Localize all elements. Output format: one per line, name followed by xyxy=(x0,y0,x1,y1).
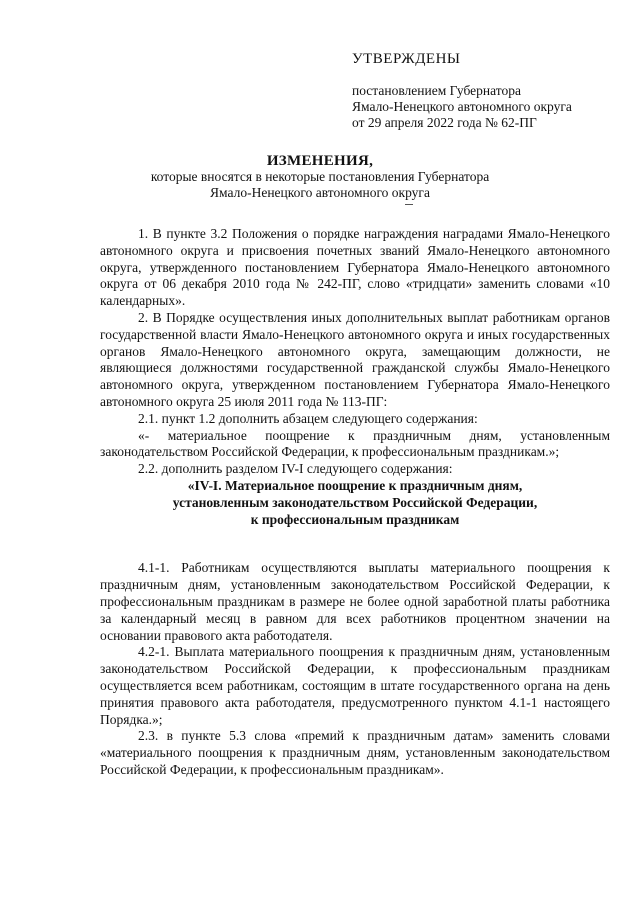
section-heading-line-3: к профессиональным праздникам xyxy=(250,511,460,527)
paragraph-1: 1. В пункте 3.2 Положения о порядке награждения наградами Ямало-Ненецкого автономного округа и присвоения почетных званий Ямало-Ненецкого автономного округа, утвержденного постановлением Губернатора Ямало-Ненецкого автономного округа от 06 декабря 2010 года № 242-ПГ, слово «тридцати» заменить словами «10 календарных». xyxy=(100,226,610,309)
document-title: ИЗМЕНЕНИЯ, xyxy=(266,153,374,169)
paragraph-2-2: 2.2. дополнить разделом IV-I следующего содержания: xyxy=(138,461,453,477)
approval-label: УТВЕРЖДЕНЫ xyxy=(352,51,461,67)
paragraph-2: 2. В Порядке осуществления иных дополнительных выплат работникам органов государственной власти Ямало-Ненецкого автономного округа и иных государственных органов Ямало-Ненецкого автономного округа, замещающим должности, не являющиеся должностями государственной гражданской службы Ямало-Ненецкого автономного округа, утвержденном постановлением Губернатора Ямало-Ненецкого автономного округа 25 июля 2011 года № 113-ПГ: xyxy=(100,309,610,409)
subtitle-line-2: Ямало-Ненецкого автономного округа xyxy=(210,185,430,200)
approval-line-2: Ямало-Ненецкого автономного округа xyxy=(352,99,572,114)
paragraph-4-1-1: 4.1-1. Работникам осуществляются выплаты материального поощрения к праздничным дням, установленным законодательством Российской Федерации, к профессиональным праздникам в размере не более одной заработной платы работника за календарный месяц в равном для всех работников процентном значении на основании правового акта работодателя. xyxy=(100,560,610,643)
section-heading-line-1: «IV-I. Материальное поощрение к праздничным дням, xyxy=(187,477,523,493)
subtitle-line-1: которые вносятся в некоторые постановления Губернатора xyxy=(150,169,490,184)
paragraph-2-3: 2.3. в пункте 5.3 слова «премий к праздничным датам» заменить словами «материального поощрения к праздничным дням, установленным законодательством Российской Федерации, к профессиональным праздникам». xyxy=(100,728,610,777)
approval-line-3: от 29 апреля 2022 года № 62-ПГ xyxy=(352,115,537,130)
paragraph-2-1: 2.1. пункт 1.2 дополнить абзацем следующего содержания: xyxy=(138,410,478,426)
section-heading-line-2: установленным законодательством Российской Федерации, xyxy=(172,494,538,510)
section-gap xyxy=(100,528,610,560)
document-body xyxy=(100,226,610,779)
section-heading xyxy=(100,478,610,528)
document-subtitle xyxy=(0,169,640,201)
approval-line-1: постановлением Губернатора xyxy=(352,83,521,98)
paragraph-4-2-1: 4.2-1. Выплата материального поощрения к праздничным дням, установленным законодательством Российской Федерации, к профессиональным праздникам осуществляется всем работникам, состоящим в штате государственного органа на день принятия правового акта работодателя, предусмотренного пунктом 4.1-1 настоящего Порядка.»; xyxy=(100,644,610,727)
paragraph-2-1-quote: «- материальное поощрение к праздничным дням, установленным законодательством Российской Федерации, к профессиональным праздникам.»; xyxy=(100,427,610,460)
separator-mark xyxy=(405,204,413,205)
